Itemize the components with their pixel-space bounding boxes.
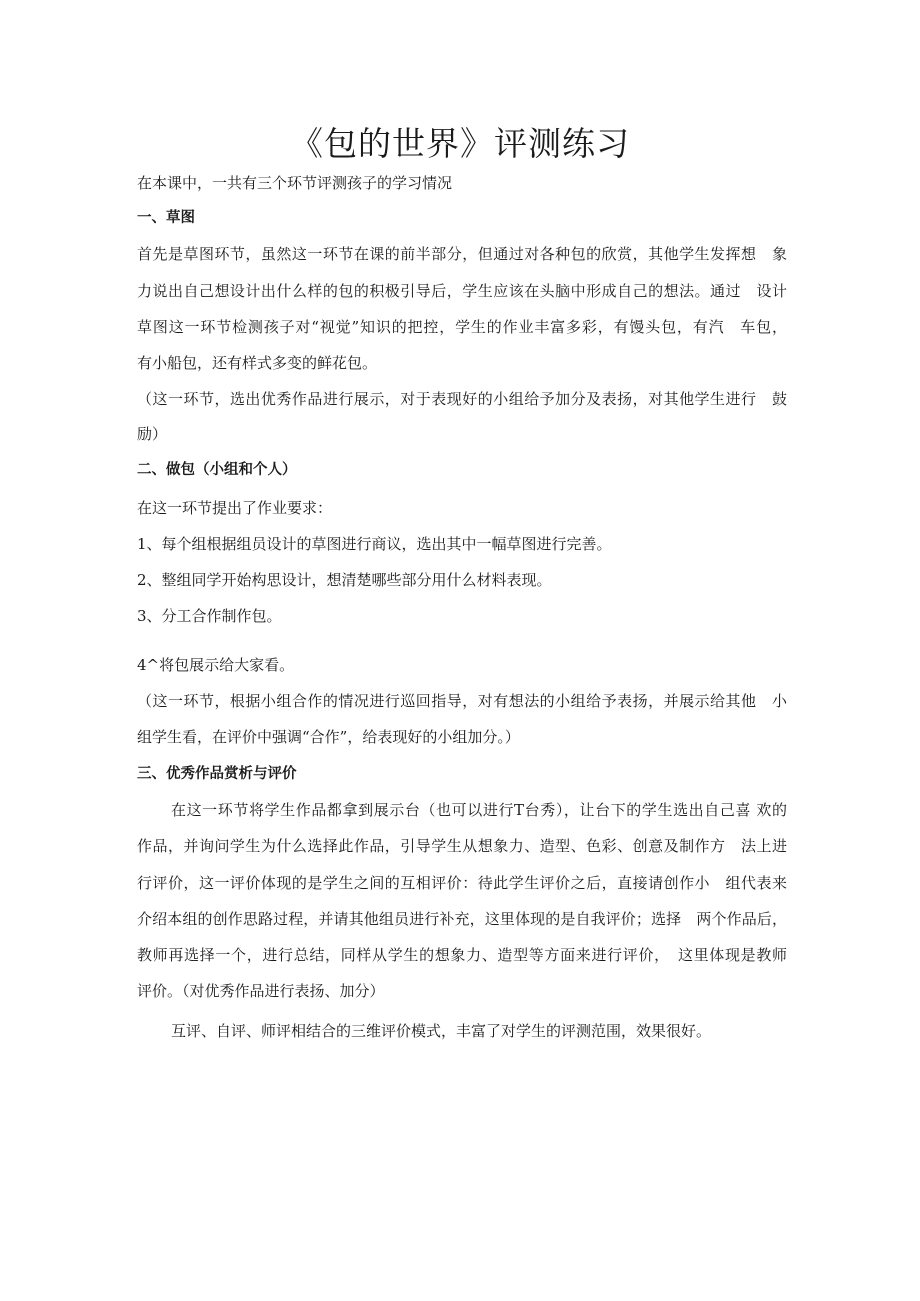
section2-requirement-intro: 在这一环节提出了作业要求： bbox=[137, 499, 333, 517]
section1-note-line-1: （这一环节，选出优秀作品进行展示，对于表现好的小组给予加分及表扬，对其他学生进行 鼓 bbox=[137, 390, 787, 408]
section2-note-line-1: （这一环节，根据小组合作的情况进行巡回指导，对有想法的小组给予表扬，并展示给其他 小 bbox=[137, 692, 787, 710]
section2-item-3: 3、分工合作制作包。 bbox=[137, 607, 282, 625]
section3-line-1: 在这一环节将学生作品都拿到展示台（也可以进行T台秀），让台下的学生选出自己喜 欢的 bbox=[171, 801, 787, 819]
section2-item-2: 2、整组同学开始构思设计，想清楚哪些部分用什么材料表现。 bbox=[137, 571, 552, 589]
section1-note-line-2: 励） bbox=[137, 425, 168, 443]
section3-line-3: 行评价，这一评价体现的是学生之间的互相评价：待此学生评价之后，直接请创作小 组代表来 bbox=[137, 874, 787, 892]
section2-heading: 二、做包（小组和个人） bbox=[137, 462, 297, 478]
section1-line-3: 草图这一环节检测孩子对“视觉”知识的把控，学生的作业丰富多彩，有馒头包，有汽 车包， bbox=[137, 318, 787, 336]
section1-heading: 一、草图 bbox=[137, 210, 195, 226]
section1-line-1: 首先是草图环节，虽然这一环节在课的前半部分，但通过对各种包的欣赏，其他学生发挥想 象 bbox=[137, 245, 787, 263]
section1-line-2: 力说出自己想设计出什么样的包的积极引导后，学生应该在头脑中形成自己的想法。通过 设计 bbox=[137, 282, 787, 300]
section3-summary: 互评、自评、师评相结合的三维评价模式，丰富了对学生的评测范围，效果很好。 bbox=[171, 1022, 712, 1040]
section3-heading: 三、优秀作品赏析与评价 bbox=[137, 766, 297, 782]
section3-line-2: 作品，并询问学生为什么选择此作品，引导学生从想象力、造型、色彩、创意及制作方 法上进 bbox=[137, 837, 787, 855]
section2-item-1: 1、每个组根据组员设计的草图进行商议，选出其中一幅草图进行完善。 bbox=[137, 535, 612, 553]
section2-item-4: 4^将包展示给大家看。 bbox=[137, 656, 295, 674]
section2-note-line-2: 组学生看，在评价中强调“合作”，给表现好的小组加分。） bbox=[137, 728, 520, 746]
document-title: 《包的世界》评测练习 bbox=[290, 124, 630, 163]
section1-line-4: 有小船包，还有样式多变的鲜花包。 bbox=[137, 354, 378, 372]
section3-line-6: 评价。（对优秀作品进行表扬、加分） bbox=[137, 982, 385, 1000]
intro-text: 在本课中，一共有三个环节评测孩子的学习情况 bbox=[137, 174, 453, 192]
section3-line-5: 教师再选择一个，进行总结，同样从学生的想象力、造型等方面来进行评价， 这里体现是教师 bbox=[137, 946, 787, 964]
section3-line-4: 介绍本组的创作思路过程，并请其他组员进行补充，这里体现的是自我评价；选择 两个作品后， bbox=[137, 910, 787, 928]
